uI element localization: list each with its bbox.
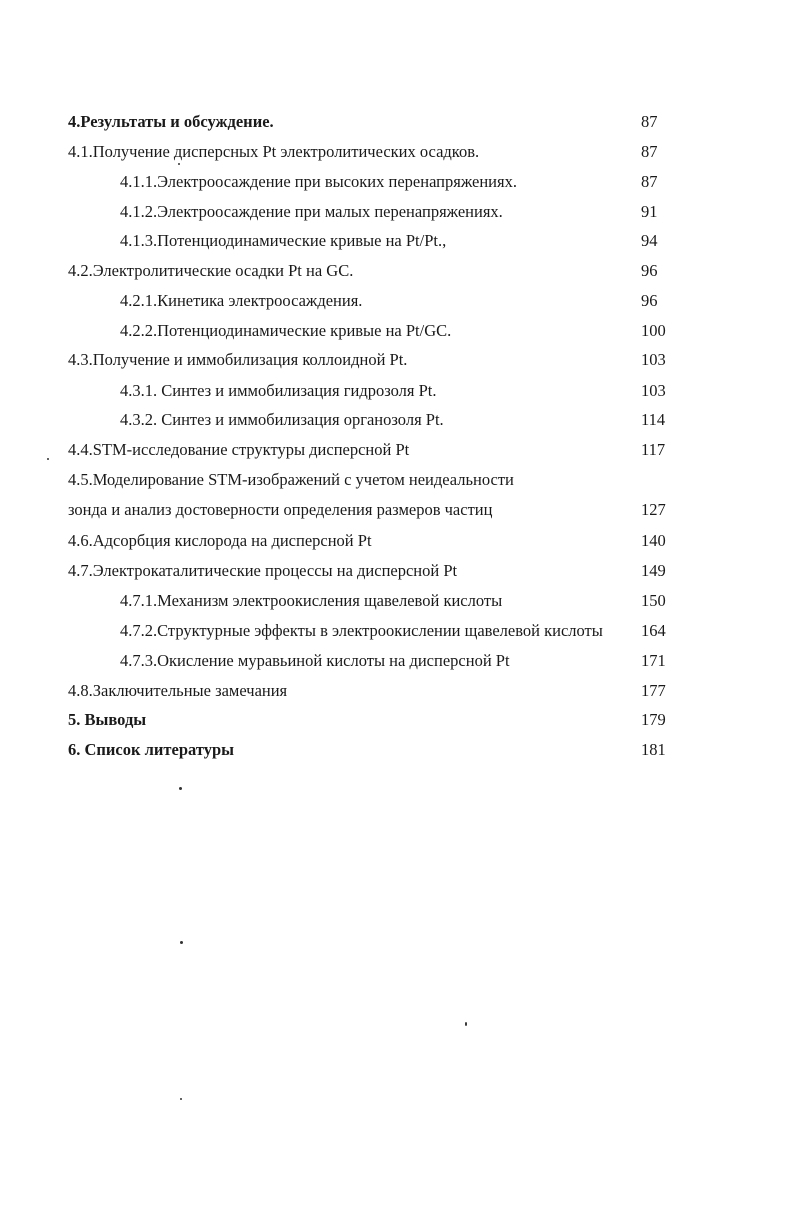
toc-entry-page: 117 (641, 440, 666, 459)
toc-entry-title: 4.1.3.Потенциодинамические кривые на Pt/Pt., (120, 231, 447, 250)
toc-entry-page: 87 (641, 112, 658, 131)
toc-entry-page: 87 (641, 142, 658, 161)
toc-entry-4-7-1 (0, 588, 795, 614)
toc-entry-title: 4.1.Получение дисперсных Pt электролитических осадков. (68, 142, 480, 161)
toc-entry-page: 94 (641, 231, 658, 250)
toc-entry-4-3 (0, 347, 795, 373)
toc-entry-page: 114 (641, 410, 666, 429)
toc-entry-4-5 (0, 467, 795, 493)
scan-speck (180, 1098, 182, 1100)
toc-entry-4-2 (0, 258, 795, 284)
scan-speck (47, 458, 49, 460)
toc-entry-4-4 (0, 437, 795, 463)
scan-speck (465, 1022, 467, 1026)
toc-entry-title: 4.7.Электрокаталитические процессы на дисперсной Pt (68, 561, 458, 580)
toc-entry-4-3-2 (0, 407, 795, 433)
toc-entry-title: 4.2.2.Потенциодинамические кривые на Pt/GC. (120, 321, 452, 340)
toc-entry-page: 100 (641, 321, 666, 340)
scan-speck (180, 941, 183, 944)
toc-entry-page: 181 (641, 740, 666, 759)
toc-entry-page: 103 (641, 350, 666, 369)
toc-entry-4-1-3 (0, 228, 795, 254)
toc-entry-chapter-4 (0, 109, 795, 135)
toc-entry-title: 4.3.2. Синтез и иммобилизация органозоля Pt. (120, 410, 444, 429)
toc-entry-title: 4.6.Адсорбция кислорода на дисперсной Pt (68, 531, 372, 550)
toc-entry-page: 164 (641, 621, 666, 640)
toc-entry-title: 4.7.2.Структурные эффекты в электроокислении щавелевой кислоты (120, 621, 603, 640)
toc-entry-4-1-2 (0, 199, 795, 225)
toc-entry-title: 4.5.Моделирование STM-изображений с учетом неидеальности (68, 470, 514, 489)
toc-entry-page: 150 (641, 591, 666, 610)
toc-entry-4-6 (0, 528, 795, 554)
toc-entry-page: 171 (641, 651, 666, 670)
toc-entry-title: 6. Список литературы (68, 740, 235, 759)
toc-entry-title: 4.8.Заключительные замечания (68, 681, 288, 700)
toc-entry-page: 87 (641, 172, 658, 191)
toc-entry-title: 4.1.1.Электроосаждение при высоких перенапряжениях. (120, 172, 517, 191)
toc-entry-chapter-5 (0, 707, 795, 733)
toc-entry-4-3-1 (0, 378, 795, 404)
toc-entry-title: 4.2.Электролитические осадки Pt на GC. (68, 261, 354, 280)
toc-entry-title: зонда и анализ достоверности определения размеров частиц (68, 500, 493, 519)
toc-entry-title: 4.7.1.Механизм электроокисления щавелевой кислоты (120, 591, 503, 610)
toc-entry-page: 177 (641, 681, 666, 700)
toc-entry-4-2-1 (0, 288, 795, 314)
toc-entry-title: 5. Выводы (68, 710, 147, 729)
toc-entry-title: 4.4.STM-исследование структуры дисперсной Pt (68, 440, 410, 459)
toc-entry-4-1 (0, 139, 795, 165)
toc-entry-page: 179 (641, 710, 666, 729)
toc-entry-page: 96 (641, 261, 658, 280)
toc-entry-4-2-2 (0, 318, 795, 344)
toc-entry-title: 4.Результаты и обсуждение. (68, 112, 274, 131)
toc-entry-4-7-3 (0, 648, 795, 674)
toc-entry-page: 96 (641, 291, 658, 310)
toc-entry-chapter-6 (0, 737, 795, 763)
toc-entry-title: 4.3.1. Синтез и иммобилизация гидрозоля Pt. (120, 381, 437, 400)
toc-entry-title: 4.1.2.Электроосаждение при малых перенапряжениях. (120, 202, 503, 221)
toc-entry-page: 103 (641, 381, 666, 400)
toc-entry-title: 4.7.3.Окисление муравьиной кислоты на дисперсной Pt (120, 651, 510, 670)
toc-entry-title: 4.3.Получение и иммобилизация коллоидной Pt. (68, 350, 408, 369)
toc-entry-page: 127 (641, 500, 666, 519)
toc-entry-4-5-continued (0, 497, 795, 523)
toc-entry-page: 140 (641, 531, 666, 550)
toc-entry-4-8 (0, 678, 795, 704)
toc-entry-page: 149 (641, 561, 666, 580)
toc-entry-title: 4.2.1.Кинетика электроосаждения. (120, 291, 363, 310)
toc-entry-4-7 (0, 558, 795, 584)
toc-entry-4-7-2 (0, 618, 795, 644)
scan-speck (179, 787, 182, 790)
scan-speck (178, 163, 180, 165)
toc-entry-4-1-1 (0, 169, 795, 195)
toc-entry-page: 91 (641, 202, 658, 221)
